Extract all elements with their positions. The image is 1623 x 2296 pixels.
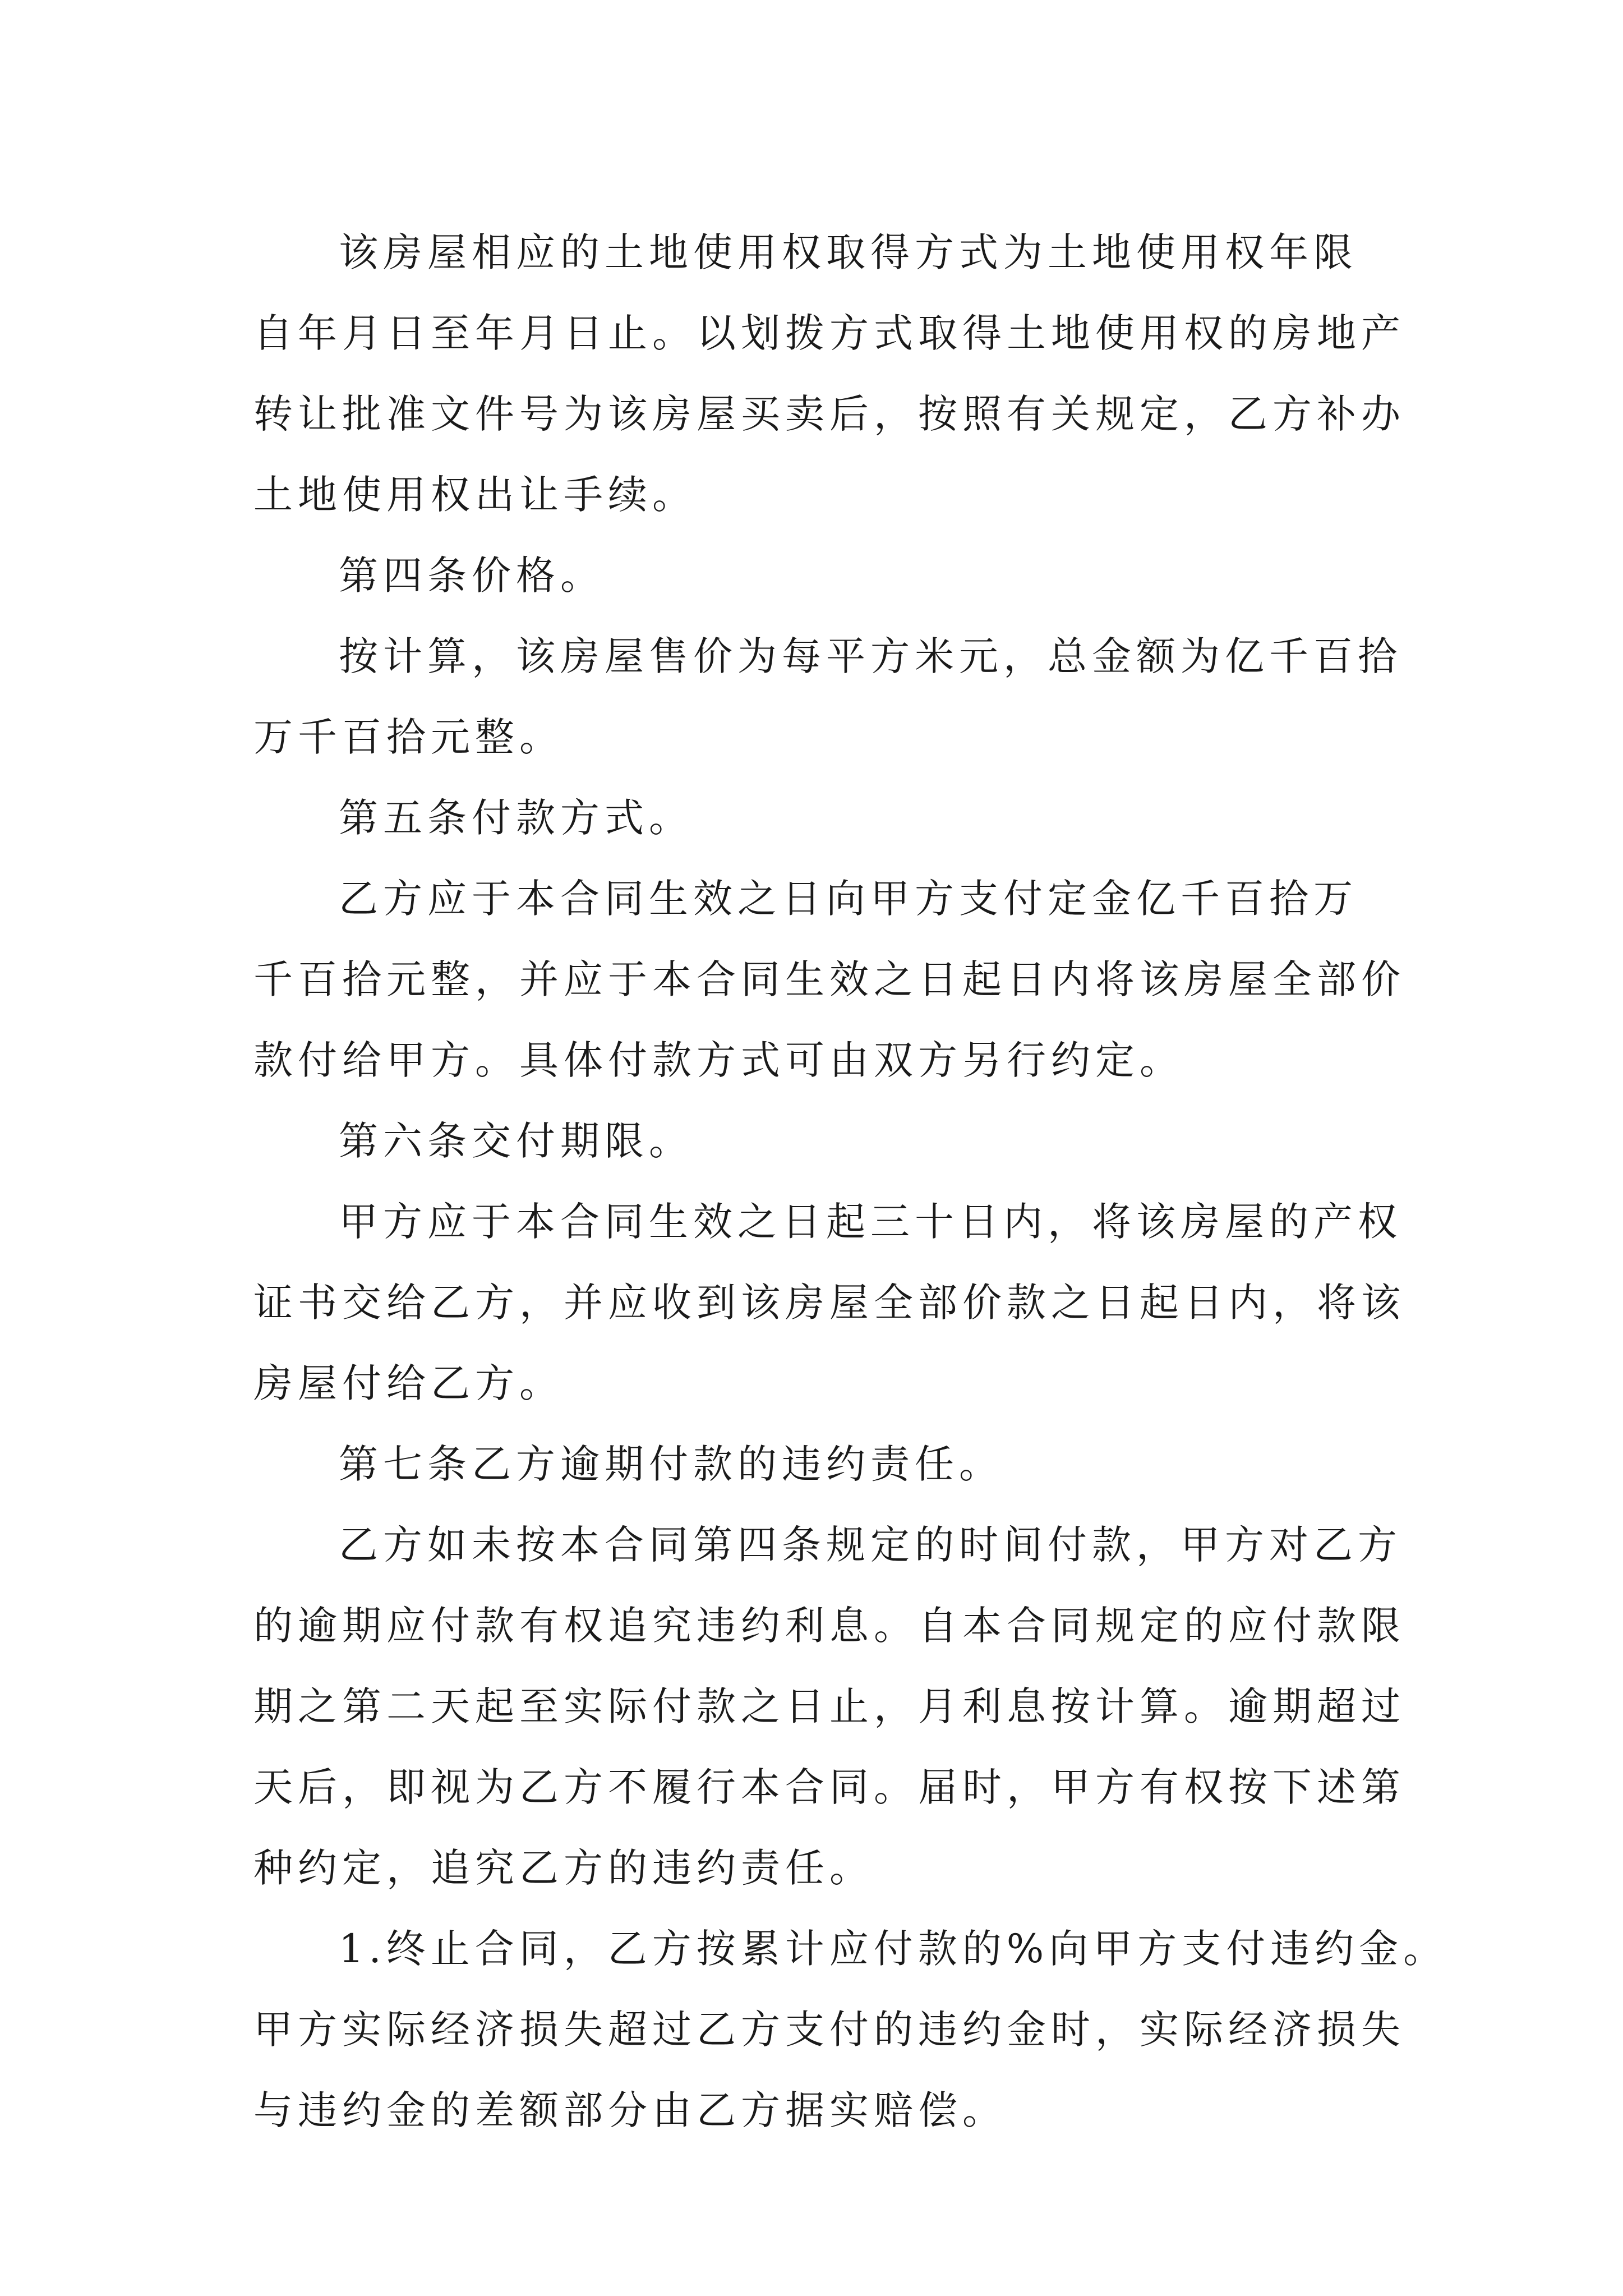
article-5-heading (253, 777, 1375, 858)
paragraph-land-use (253, 212, 1405, 535)
paragraph-article-7-item-1 (253, 1908, 1448, 2151)
text-line: 1.终止合同，乙方按累计应付款的%向甲方支付违约金。 (339, 1926, 1448, 1972)
paragraph-article-7-body (253, 1504, 1405, 1908)
text-line: 乙方如未按本合同第四条规定的时间付款，甲方对乙方 (339, 1522, 1402, 1568)
article-7-heading (253, 1424, 1375, 1504)
paragraph-article-4-body (253, 616, 1402, 777)
text-line: 乙方应于本合同生效之日向甲方支付定金亿千百拾万 (339, 876, 1358, 922)
text-line: 证书交给乙方，并应收到该房屋全部价款之日起日内，将该 (253, 1280, 1405, 1326)
text-line: 房屋付给乙方。 (253, 1360, 564, 1406)
text-line: 与违约金的差额部分由乙方据实赔偿。 (253, 2087, 1007, 2133)
text-line: 款付给甲方。具体付款方式可由双方另行约定。 (253, 1037, 1184, 1083)
text-line: 的逾期应付款有权追究违约利息。自本合同规定的应付款限 (253, 1603, 1405, 1649)
text-line: 第七条乙方逾期付款的违约责任。 (339, 1441, 1003, 1487)
text-line: 该房屋相应的土地使用权取得方式为土地使用权年限 (339, 229, 1358, 275)
paragraph-article-5-body (253, 858, 1405, 1101)
text-line: 期之第二天起至实际付款之日止，月利息按计算。逾期超过 (253, 1683, 1405, 1729)
text-line: 自年月日至年月日止。以划拨方式取得土地使用权的房地产 (253, 310, 1405, 356)
text-line: 种约定，追究乙方的违约责任。 (253, 1845, 874, 1891)
text-line: 第五条付款方式。 (339, 795, 693, 841)
article-6-heading (253, 1101, 1375, 1181)
text-line: 第六条交付期限。 (339, 1118, 693, 1164)
text-line: 天后，即视为乙方不履行本合同。届时，甲方有权按下述第 (253, 1764, 1405, 1810)
text-line: 甲方实际经济损失超过乙方支付的违约金时，实际经济损失 (253, 2007, 1405, 2053)
text-line: 第四条价格。 (339, 553, 605, 599)
document-body (253, 212, 1448, 2151)
text-line: 万千百拾元整。 (253, 714, 564, 760)
text-line: 甲方应于本合同生效之日起三十日内，将该房屋的产权 (339, 1199, 1402, 1245)
paragraph-article-6-body (253, 1181, 1405, 1424)
text-line: 千百拾元整，并应于本合同生效之日起日内将该房屋全部价 (253, 956, 1405, 1002)
text-line: 转让批准文件号为该房屋买卖后，按照有关规定，乙方补办 (253, 391, 1405, 437)
text-line: 土地使用权出让手续。 (253, 472, 697, 518)
article-4-heading (253, 535, 1375, 616)
text-line: 按计算，该房屋售价为每平方米元，总金额为亿千百拾 (339, 633, 1402, 679)
